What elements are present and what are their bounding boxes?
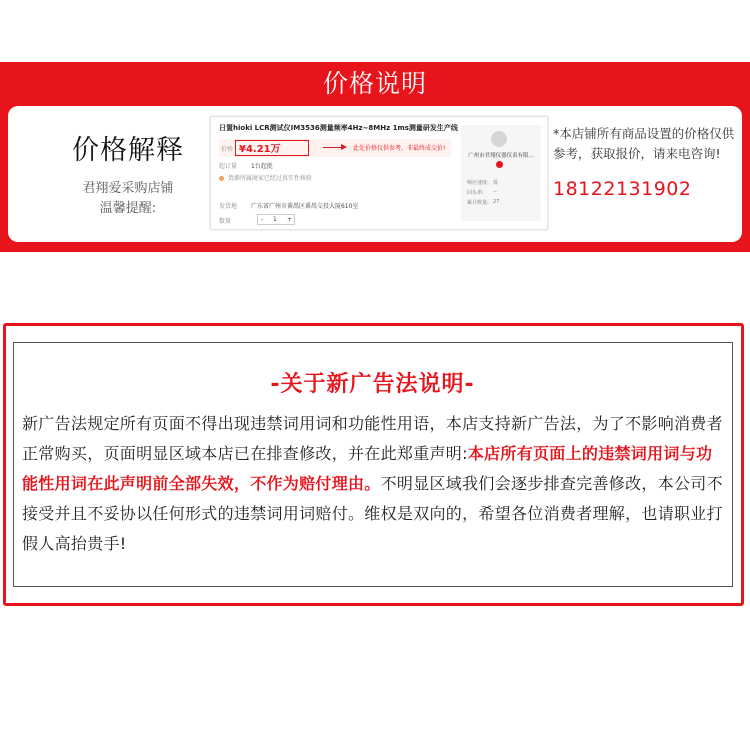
seller-panel — [461, 125, 541, 221]
minus-icon[interactable]: - — [261, 216, 264, 223]
seller-avatar — [491, 131, 507, 147]
price-section-title: 价格说明 — [322, 69, 427, 98]
seller-line-value: 27 — [493, 199, 500, 205]
min-order-row — [219, 161, 273, 170]
store-name: 君翔爱采购店铺 — [82, 181, 174, 196]
min-order-label: 起订量 — [219, 163, 238, 170]
warning-icon — [219, 176, 224, 181]
seller-line — [467, 199, 500, 206]
quantity-label: 数量 — [219, 218, 232, 225]
seller-badge-icon — [496, 161, 503, 168]
seller-line-label: 累计数量: — [467, 200, 489, 206]
price-left-column — [48, 128, 208, 219]
price-reference-note: 此处价格仅供参考，非最终成交价! — [353, 145, 446, 152]
quantity-value: 1 — [273, 216, 277, 223]
quantity-stepper[interactable] — [257, 214, 295, 225]
plus-icon[interactable]: + — [287, 216, 293, 223]
seller-line-value: -- — [493, 189, 497, 195]
price-banner — [0, 62, 750, 252]
price-row — [219, 139, 451, 157]
ad-law-title: -关于新广告法说明- — [270, 372, 475, 397]
seller-line-label: 回头率: — [467, 190, 484, 196]
arrow-line — [323, 147, 343, 148]
store-note — [48, 179, 208, 219]
ship-from-row — [219, 201, 358, 210]
arrow-right-icon — [341, 144, 347, 150]
product-screenshot — [210, 116, 548, 230]
ship-from-label: 发货地 — [219, 203, 238, 210]
reminder-label: 温馨提醒: — [99, 201, 157, 216]
ad-law-highlight: 本店所有页面上的违禁词用词与功能性用词在此声明前全部失效，不作为赔付理由。 — [22, 444, 713, 493]
ship-from-value: 广东省广州市番禺区番禺交投大厦610室 — [250, 203, 359, 210]
price-value: ¥4.21万 — [239, 144, 281, 155]
price-explain-label: 价格解释 — [72, 135, 184, 166]
ad-law-notice — [3, 323, 744, 606]
price-label: 价格 — [221, 146, 234, 153]
price-card — [8, 106, 742, 242]
product-title: 日置hioki LCR测试仪IM3536测量频率4Hz~8MHz 1ms测量研发生产线 — [219, 124, 458, 132]
seller-line-value: 低 — [493, 180, 499, 186]
seller-line-label: 响应速度: — [467, 180, 489, 186]
seller-line — [467, 189, 497, 196]
ad-law-inner-frame — [13, 342, 733, 587]
phone-number[interactable]: 18122131902 — [553, 178, 692, 200]
seller-name[interactable]: 广州市君翔仪器仪表有限... — [468, 153, 534, 159]
ad-law-text-2: 不明显区域我们会逐步排查完善修改，本公司不接受并且不妥协以任何形式的违禁词用词赔付。维权是双向的，希望各位消费者理解，也请职业打假人高抬贵手! — [22, 474, 723, 553]
ad-law-body — [22, 409, 724, 559]
seller-line — [467, 179, 499, 186]
verification-row — [219, 173, 312, 182]
ad-law-text-1: 新广告法规定所有页面不得出现违禁词用词和功能性用语，本店支持新广告法，为了不影响消费者正常购买，页面明显区域本店已在排查修改，并在此郑重声明: — [22, 414, 723, 463]
price-disclaimer: *本店铺所有商品设置的价格仅供参考，获取报价，请来电咨询! — [553, 126, 735, 161]
price-right-column — [553, 124, 738, 200]
min-order-value: 1台起批 — [250, 163, 273, 170]
verification-text: 货源所属商家已经过真实性核验 — [227, 175, 312, 182]
